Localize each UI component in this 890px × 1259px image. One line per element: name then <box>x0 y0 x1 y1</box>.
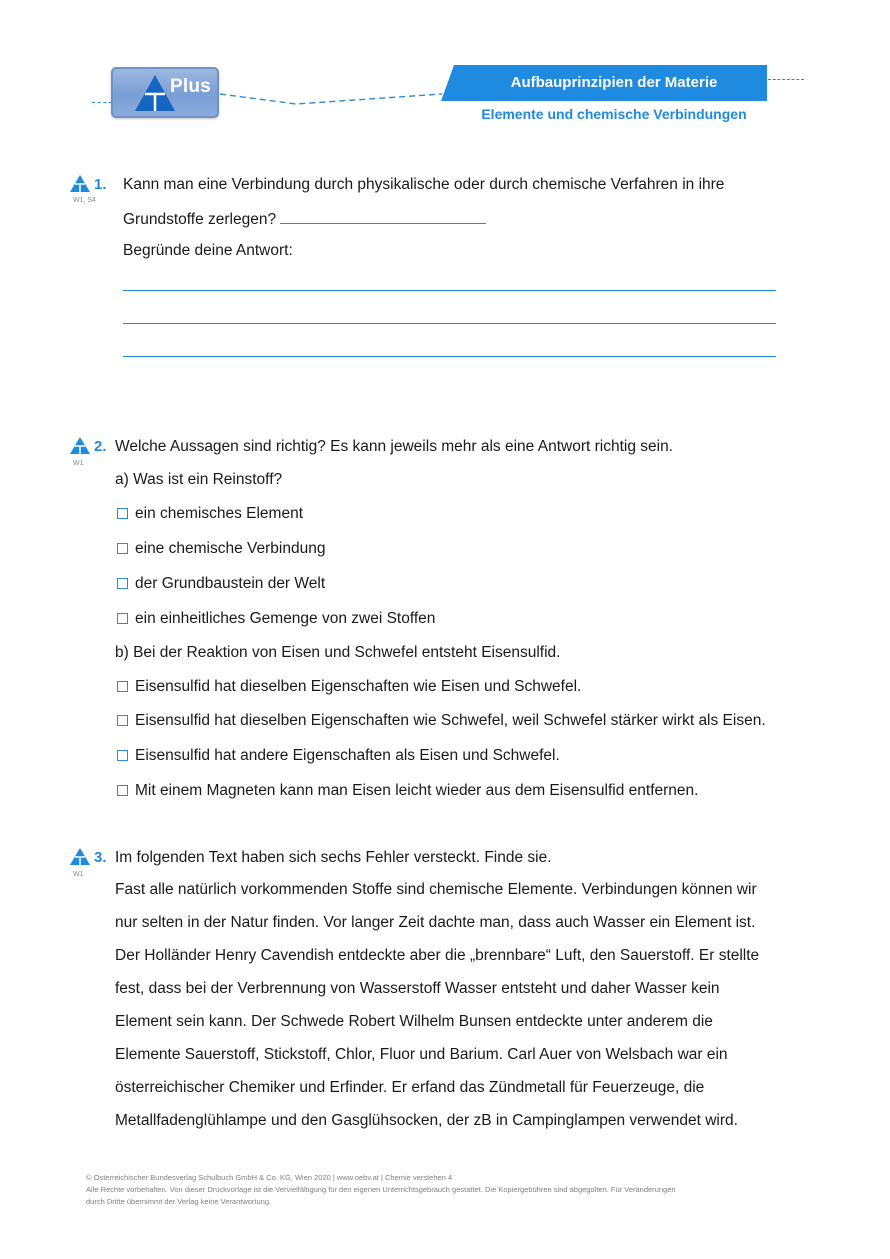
option-label: der Grundbaustein der Welt <box>135 575 326 592</box>
task-text: Grundstoffe zerlegen? <box>123 211 277 228</box>
footer-copyright: © Österreichischer Bundesverlag Schulbuch GmbH & Co. KG, Wien 2020 | www.oebv.at | Chemie verstehen 4 <box>86 1173 453 1182</box>
task-number: 2. <box>94 438 107 455</box>
option-label: Mit einem Magneten kann man Eisen leicht wieder aus dem Eisensulfid entfernen. <box>135 782 699 799</box>
task-level-icon <box>70 175 90 192</box>
subtopic-title: Elemente und chemische Verbindungen <box>481 106 747 122</box>
header-dash-curve <box>218 88 444 108</box>
topic-title: Aufbauprinzipien der Materie <box>510 74 718 91</box>
checkbox[interactable] <box>117 543 128 554</box>
option-a4 <box>117 610 435 628</box>
task-number: 1. <box>94 176 107 193</box>
text-line: nur selten in der Natur finden. Vor langer Zeit dachte man, dass auch Wasser ein Element ist. <box>115 914 756 931</box>
checkbox[interactable] <box>117 681 128 692</box>
task-text-with-blank <box>123 209 486 229</box>
task-text: Begründe deine Antwort: <box>123 242 293 259</box>
question-b: b) Bei der Reaktion von Eisen und Schwefel entsteht Eisensulfid. <box>115 644 561 661</box>
task-intro: Im folgenden Text haben sich sechs Fehler versteckt. Finde sie. <box>115 849 552 866</box>
checkbox[interactable] <box>117 578 128 589</box>
text-line: Der Holländer Henry Cavendish entdeckte aber die „brennbare“ Luft, den Sauerstoff. Er stellte <box>115 947 760 964</box>
footer-rights: Alle Rechte vorbehalten. Von dieser Druckvorlage ist die Vervielfältigung für den eigenen Unterrichtsgebrauch gestattet. Die Kopiergebühren sind abgegolten. Für Veränderungen <box>86 1185 676 1194</box>
task-code: W1 <box>73 460 84 467</box>
checkbox[interactable] <box>117 508 128 519</box>
option-label: eine chemische Verbindung <box>135 540 326 557</box>
option-label: Eisensulfid hat andere Eigenschaften als Eisen und Schwefel. <box>135 747 560 764</box>
footer-liability: durch Dritte übernimmt der Verlag keine Verantwortung. <box>86 1197 272 1206</box>
task-text: Kann man eine Verbindung durch physikalische oder durch chemische Verfahren in ihre <box>123 176 725 193</box>
option-a1 <box>117 505 303 523</box>
option-a3 <box>117 575 325 593</box>
text-line: Metallfadenglühlampe und den Gasglühsocken, der zB in Campinglampen verwendet wird. <box>115 1112 738 1129</box>
text-line: fest, dass bei der Verbrennung von Wasserstoff Wasser entsteht und daher Wasser kein <box>115 980 720 997</box>
text-line: österreichischer Chemiker und Erfinder. Er erfand das Zündmetall für Feuerzeuge, die <box>115 1079 705 1096</box>
option-label: ein einheitliches Gemenge von zwei Stoffen <box>135 610 436 627</box>
option-b4 <box>117 782 698 800</box>
logo-text: Plus <box>170 76 211 97</box>
task-level-icon <box>70 437 90 454</box>
task-number: 3. <box>94 849 107 866</box>
checkbox[interactable] <box>117 750 128 761</box>
task-intro: Welche Aussagen sind richtig? Es kann jeweils mehr als eine Antwort richtig sein. <box>115 438 673 455</box>
option-b2 <box>117 712 766 730</box>
text-line: Elemente Sauerstoff, Stickstoff, Chlor, Fluor und Barium. Carl Auer von Welsbach war ein <box>115 1046 728 1063</box>
question-a: a) Was ist ein Reinstoff? <box>115 471 283 488</box>
header-dash-right <box>768 79 804 80</box>
answer-line[interactable] <box>123 323 776 324</box>
option-b3 <box>117 747 560 765</box>
checkbox[interactable] <box>117 715 128 726</box>
answer-line[interactable] <box>123 290 776 291</box>
task-level-icon <box>70 848 90 865</box>
header-dash-left <box>92 102 112 103</box>
plus-logo <box>111 67 219 118</box>
checkbox[interactable] <box>117 613 128 624</box>
option-label: Eisensulfid hat dieselben Eigenschaften wie Eisen und Schwefel. <box>135 678 582 695</box>
option-b1 <box>117 678 581 696</box>
text-line: Element sein kann. Der Schwede Robert Wilhelm Bunsen entdeckte unter anderem die <box>115 1013 713 1030</box>
text-line: Fast alle natürlich vorkommenden Stoffe sind chemische Elemente. Verbindungen können wir <box>115 881 757 898</box>
task-code: W1 <box>73 871 84 878</box>
checkbox[interactable] <box>117 785 128 796</box>
option-a2 <box>117 540 325 558</box>
option-label: Eisensulfid hat dieselben Eigenschaften wie Schwefel, weil Schwefel stärker wirkt als Eisen. <box>135 712 766 729</box>
answer-line[interactable] <box>123 356 776 357</box>
option-label: ein chemisches Element <box>135 505 303 522</box>
task-code: W1, S4 <box>73 197 96 204</box>
answer-blank[interactable] <box>280 209 486 224</box>
